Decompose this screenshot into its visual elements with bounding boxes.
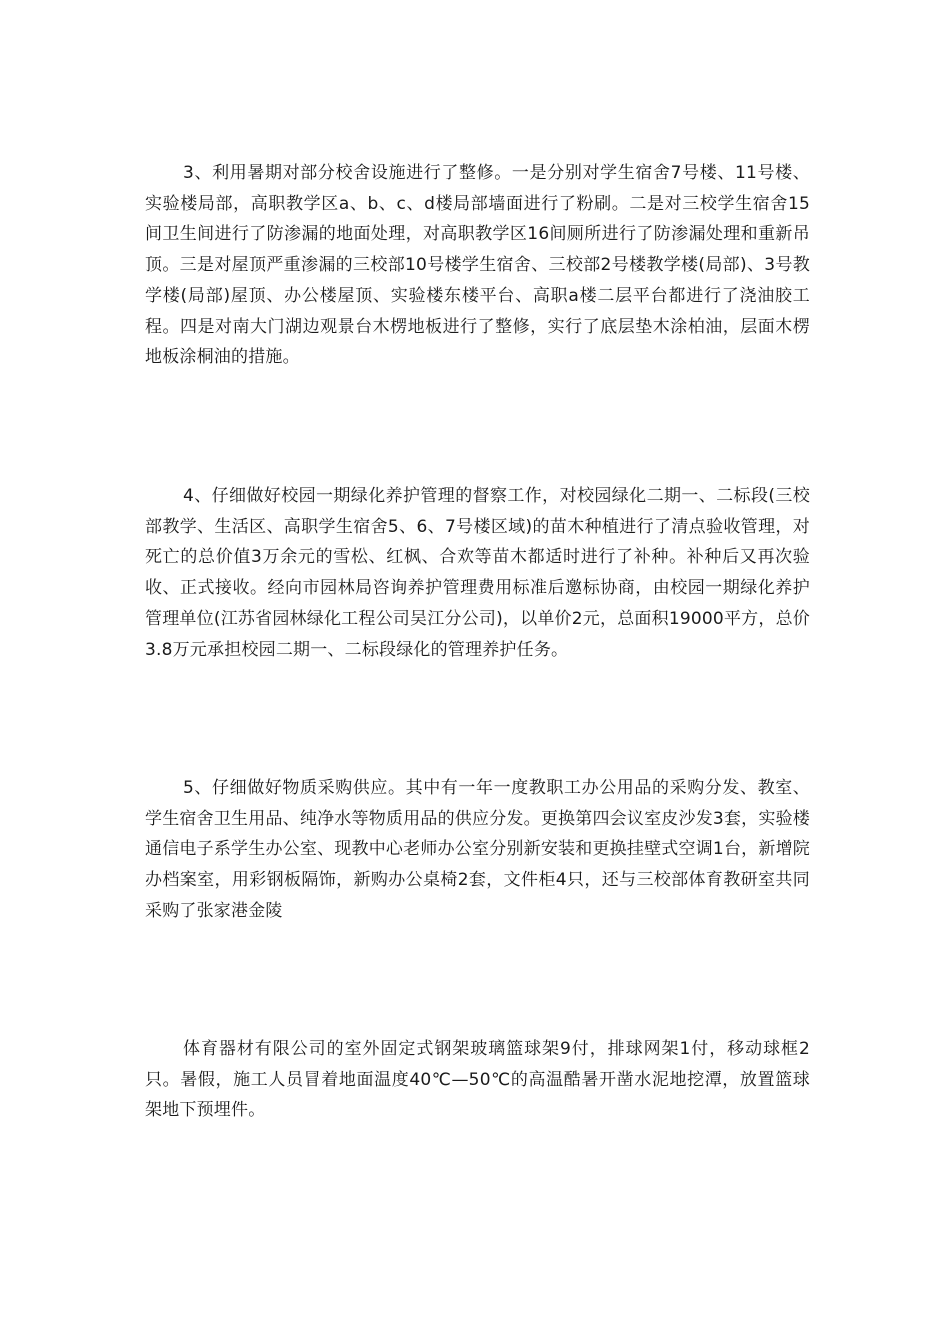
paragraph-sports-equipment: 体育器材有限公司的室外固定式钢架玻璃篮球架9付，排球网架1付，移动球框2只。暑假，施工人员冒着地面温度40℃—50℃的高温酷暑开凿水泥地挖潭，放置篮球架地下预埋件。 (145, 1039, 810, 1121)
paragraph-procurement: 5、仔细做好物质采购供应。其中有一年一度教职工办公用品的采购分发、教室、学生宿舍卫生用品、纯净水等物质用品的供应分发。更换第四会议室皮沙发3套，实验楼通信电子系学生办公室、现教中心老师办公室分别新安装和更换挂壁式空调1台，新增院办档案室，用彩钢板隔饰，新购办公桌椅2套，文件柜4只，还与三校部体育教研室共同采购了张家港金陵 (145, 778, 810, 921)
paragraph-repairs: 3、利用暑期对部分校舍设施进行了整修。一是分别对学生宿舍7号楼、11号楼、实验楼局部，高职教学区a、b、c、d楼局部墙面进行了粉刷。二是对三校学生宿舍15间卫生间进行了防渗漏的地面处理，对高职教学区16间厕所进行了防渗漏处理和重新吊顶。三是对屋顶严重渗漏的三校部10号楼学生宿舍、三校部2号楼教学楼(局部)、3号教学楼(局部)屋顶、办公楼屋顶、实验楼东楼平台、高职a楼二层平台都进行了浇油胶工程。四是对南大门湖边观景台木楞地板进行了整修，实行了底层垫木涂柏油，层面木楞地板涂桐油的措施。 (145, 163, 810, 368)
paragraph-greening: 4、仔细做好校园一期绿化养护管理的督察工作，对校园绿化二期一、二标段(三校部教学、生活区、高职学生宿舍5、6、7号楼区域)的苗木种植进行了清点验收管理，对死亡的总价值3万余元的雪松、红枫、合欢等苗木都适时进行了补种。补种后又再次验收、正式接收。经向市园林局咨询养护管理费用标准后邀标协商，由校园一期绿化养护管理单位(江苏省园林绿化工程公司吴江分公司)，以单价2元，总面积19000平方，总价3.8万元承担校园二期一、二标段绿化的管理养护任务。 (145, 486, 810, 660)
